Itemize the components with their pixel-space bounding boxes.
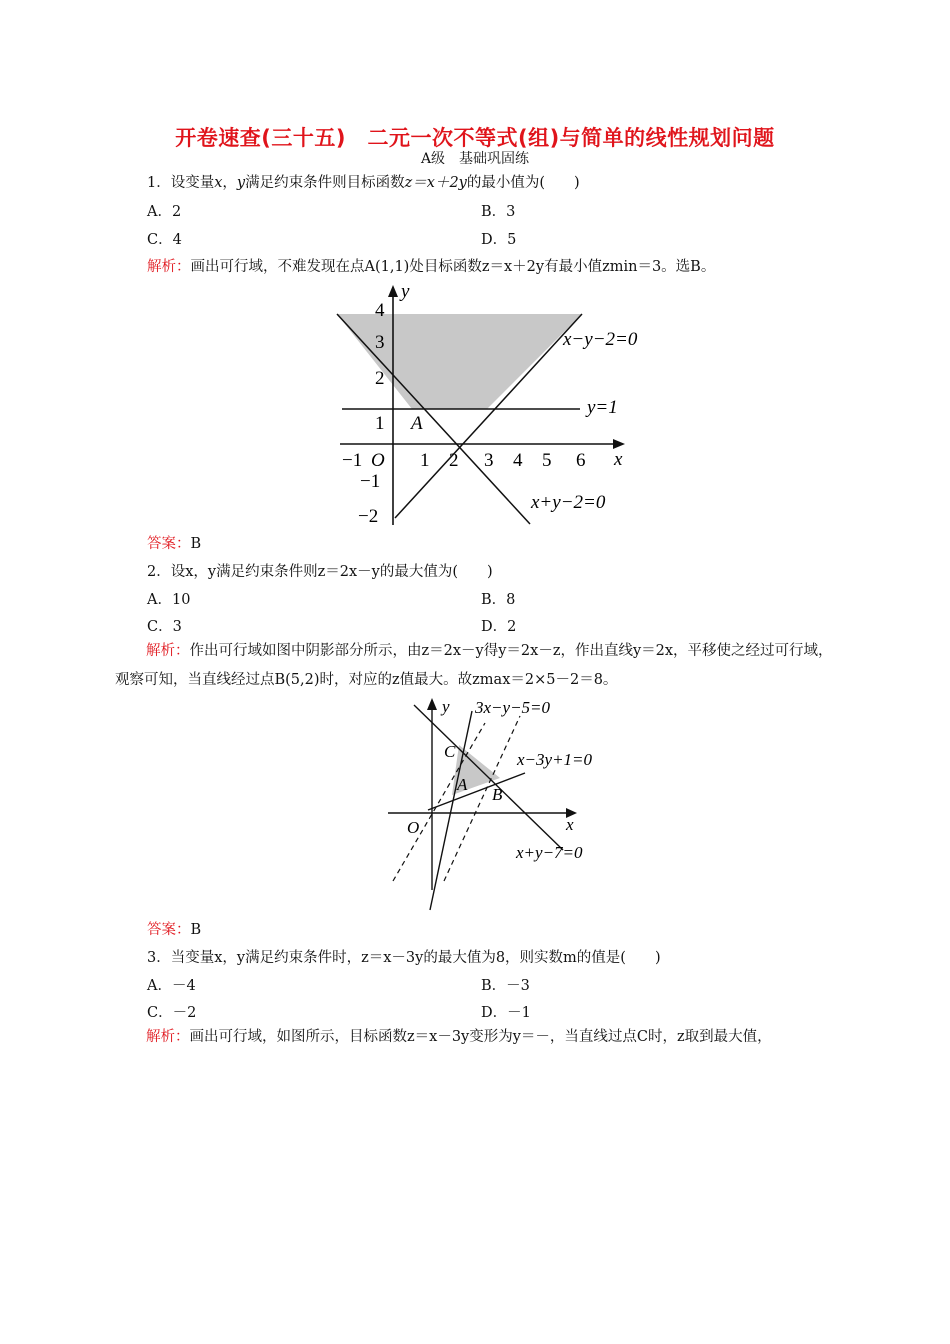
- q1-y-tick: 4: [375, 300, 385, 321]
- q2-analysis: 解析：作出可行域如图中阴影部分所示，由z＝2x－y得y＝2x－z，作出直线y＝2x，平移使之经过可行域，观察可知，当直线经过点B(5,2)时，对应的z值最大。故zmax＝2×5－2＝8。: [115, 643, 833, 688]
- q2-point-b-label: B: [492, 785, 503, 804]
- analysis-label: 解析：: [147, 259, 191, 275]
- q2-line-x-plus-y: [414, 705, 563, 850]
- q1-x-tick: 3: [484, 450, 494, 471]
- q1-option-b: B．3: [481, 204, 516, 220]
- q1-x-tick: −1: [342, 450, 363, 471]
- q1-line-label: x−y−2=0: [563, 329, 638, 350]
- page-title: 开卷速查(三十五) 二元一次不等式(组)与简单的线性规划问题: [175, 126, 775, 150]
- q1-y-tick: 2: [375, 368, 385, 389]
- q3-option-a: A．－4: [147, 978, 196, 994]
- q3-option-b: B．－3: [481, 978, 530, 994]
- q1-y-axis-label: y: [401, 281, 410, 302]
- q2-line-label: x−3y+1=0: [517, 750, 593, 769]
- q1-y-tick: 3: [375, 332, 385, 353]
- q1-line-label: y=1: [587, 397, 618, 418]
- q1-option-c: C．4: [147, 232, 182, 248]
- q1-line-label: x+y−2=0: [531, 492, 606, 513]
- question-1-stem: 1．设变量x，y满足约束条件则目标函数z＝x＋2y的最小值为( ): [147, 175, 580, 191]
- q2-option-d: D．2: [481, 619, 517, 635]
- q3-analysis: 解析：画出可行域，如图所示，目标函数z＝x－3y变形为y＝－，当直线过点C时，z取到最大值，: [146, 1029, 772, 1045]
- q1-y-tick: −2: [358, 506, 379, 527]
- q1-x-tick: 5: [542, 450, 552, 471]
- q1-shaded-region: [337, 314, 582, 409]
- q3-option-d: D．－1: [481, 1005, 531, 1021]
- level-heading: A级 基础巩固练: [420, 151, 530, 167]
- q2-point-a-label: A: [457, 775, 468, 794]
- q1-analysis: 解析：画出可行域，不难发现在点A(1,1)处目标函数z＝x＋2y有最小值zmin＝3。选B。: [147, 259, 716, 275]
- q2-dashed-line: [444, 716, 520, 881]
- q1-answer: 答案：B: [147, 536, 202, 552]
- q2-x-axis-label: x: [566, 815, 574, 834]
- question-2-stem: 2．设x，y满足约束条件则z＝2x－y的最大值为( ): [147, 564, 493, 580]
- q1-x-tick: 2: [449, 450, 459, 471]
- q2-y-axis-label: y: [442, 697, 450, 716]
- q2-answer: 答案：B: [147, 922, 202, 938]
- q1-x-tick: 4: [513, 450, 523, 471]
- q1-option-a: A．2: [147, 204, 182, 220]
- q1-y-tick: −1: [360, 471, 381, 492]
- q1-origin-label: O: [371, 450, 385, 471]
- q1-y-tick: 1: [375, 413, 385, 434]
- q1-option-d: D．5: [481, 232, 517, 248]
- q2-option-b: B．8: [481, 592, 516, 608]
- q2-option-c: C．3: [147, 619, 182, 635]
- q3-option-c: C．－2: [147, 1005, 197, 1021]
- q1-feasible-region-graph: [330, 278, 650, 528]
- q2-origin-label: O: [407, 818, 420, 837]
- q1-x-axis-label: x: [614, 449, 623, 470]
- question-3-stem: 3．当变量x，y满足约束条件时，z＝x－3y的最大值为8，则实数m的值是( ): [147, 950, 661, 966]
- q1-x-tick: 1: [420, 450, 430, 471]
- q1-x-tick: 6: [576, 450, 586, 471]
- q2-dashed-line: [393, 723, 485, 881]
- q1-point-a-label: A: [411, 413, 423, 434]
- q2-line-label: 3x−y−5=0: [475, 698, 551, 717]
- q2-option-a: A．10: [147, 592, 191, 608]
- q2-feasible-region-graph: [380, 695, 610, 917]
- q2-point-c-label: C: [444, 742, 456, 761]
- q2-line-label: x+y−7=0: [516, 843, 583, 862]
